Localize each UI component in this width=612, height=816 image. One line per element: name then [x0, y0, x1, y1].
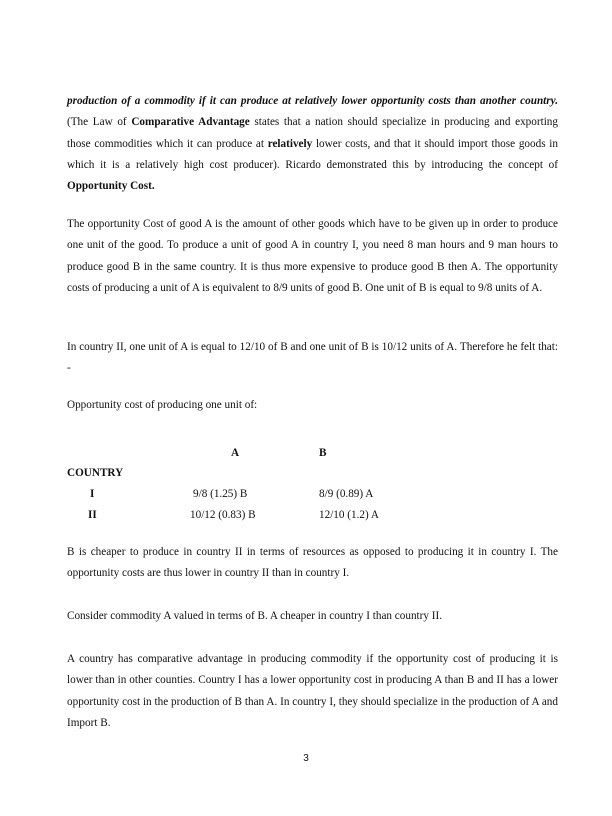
bold-term: Comparative Advantage [131, 116, 250, 129]
bold-term: Opportunity Cost. [67, 180, 155, 193]
paragraph-table-intro: Opportunity cost of producing one unit of: [67, 399, 258, 411]
row-country: I [90, 488, 95, 500]
text: states that a nation should specialize in producing and exporting those commodities which it can produce at [67, 116, 558, 150]
paragraph-opportunity-cost: The opportunity Cost of good A is the amount of other goods which have to be given up in order to produce one unit of the good. To produce a unit of good A in country I, you need 8 man hours and 9 man hours to produce good B in the same country. It is thus more expensive to produce good B then A. The opportunity costs of producing a unit of A is equivalent to 8/9 units of good B. One unit of B is equal to 9/8 units of A. [67, 218, 558, 294]
cell-b: 12/10 (1.2) A [319, 509, 379, 521]
row-country: II [88, 509, 97, 521]
text: lower costs, and that it should import those goods in which it is a relatively high cost producer). Ricardo demonstrated this by introducing the concept of [67, 137, 558, 171]
column-header-a: A [231, 447, 240, 459]
paragraph-consider-a: Consider commodity A valued in terms of B. A cheaper in country I than country II. [67, 610, 443, 622]
cell-b: 8/9 (0.89) A [319, 488, 374, 500]
column-header-b: B [319, 447, 327, 459]
paragraph-country-ii: In country II, one unit of A is equal to 12/10 of B and one unit of B is 10/12 units of A. Therefore he felt that: - [67, 341, 558, 375]
paragraph-comparative-advantage [67, 91, 558, 197]
row-header-country: COUNTRY [67, 467, 124, 479]
bold-term: relatively [267, 137, 313, 150]
emphasis-text: production of a commodity if it can produce at relatively lower opportunity costs than another country. [67, 95, 558, 107]
paragraph-comparative-definition: A country has comparative advantage in producing commodity if the opportunity cost of producing it is lower than in other counties. Country I has a lower opportunity cost in producing A than B and II has a lower opportunity cost in the production of B than A. In country I, they should specialize in the production of A and Import B. [67, 653, 558, 729]
text: (The Law of [67, 116, 132, 129]
cell-a: 9/8 (1.25) B [193, 488, 248, 500]
paragraph-b-cheaper: B is cheaper to produce in country II in terms of resources as opposed to producing it in country I. The opportunity costs are thus lower in country II than in country I. [67, 546, 558, 580]
page-number: 3 [303, 753, 309, 764]
cell-a: 10/12 (0.83) B [190, 509, 256, 521]
